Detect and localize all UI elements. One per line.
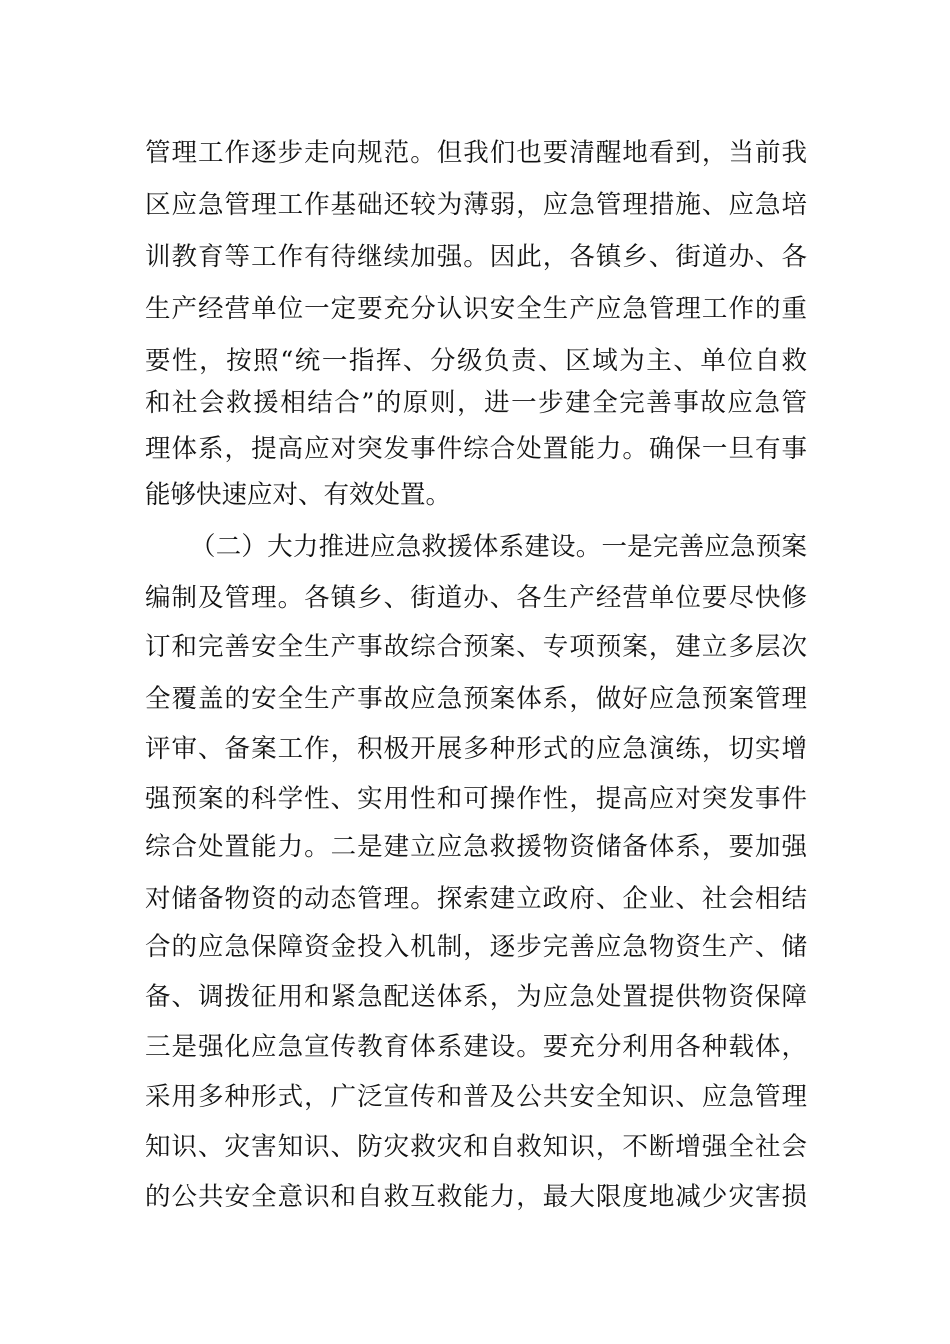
- text-line: 理体系，提高应对突发事件综合处置能力。确保一旦有事: [145, 434, 807, 464]
- text-line: 和社会救援相结合”的原则，进一步建全完善事故应急管: [145, 388, 807, 418]
- text-line: 备、调拨征用和紧急配送体系，为应急处置提供物资保障: [145, 982, 807, 1012]
- text-line: 评审、备案工作，积极开展多种形式的应急演练，切实增: [145, 734, 807, 764]
- text-line: 知识、灾害知识、防灾救灾和自救知识，不断增强全社会: [145, 1132, 807, 1162]
- text-line: 订和完善安全生产事故综合预案、专项预案，建立多层次: [145, 632, 807, 662]
- text-line: 区应急管理工作基础还较为薄弱，应急管理措施、应急培: [145, 190, 807, 220]
- text-line: 要性，按照“统一指挥、分级负责、区域为主、单位自救: [145, 346, 807, 376]
- paragraph-heading-line: （二）大力推进应急救援体系建设。一是完善应急预案: [190, 532, 807, 562]
- text-line: 训教育等工作有待继续加强。因此，各镇乡、街道办、各: [145, 242, 807, 272]
- text-line: 编制及管理。各镇乡、街道办、各生产经营单位要尽快修: [145, 583, 807, 613]
- text-line: 管理工作逐步走向规范。但我们也要清醒地看到，当前我: [145, 138, 807, 168]
- text-line: 采用多种形式，广泛宣传和普及公共安全知识、应急管理: [145, 1082, 807, 1112]
- text-line: 全覆盖的安全生产事故应急预案体系，做好应急预案管理: [145, 684, 807, 714]
- text-line: 对储备物资的动态管理。探索建立政府、企业、社会相结: [145, 884, 807, 914]
- text-line: 能够快速应对、有效处置。: [145, 480, 452, 510]
- text-line: 强预案的科学性、实用性和可操作性，提高应对突发事件: [145, 784, 807, 814]
- text-line: 的公共安全意识和自救互救能力，最大限度地减少灾害损: [145, 1182, 807, 1212]
- text-line: 合的应急保障资金投入机制，逐步完善应急物资生产、储: [145, 932, 807, 962]
- text-line: 生产经营单位一定要充分认识安全生产应急管理工作的重: [145, 294, 807, 324]
- text-line: 三是强化应急宣传教育体系建设。要充分利用各种载体，: [145, 1032, 807, 1062]
- text-line: 综合处置能力。二是建立应急救援物资储备体系，要加强: [145, 832, 807, 862]
